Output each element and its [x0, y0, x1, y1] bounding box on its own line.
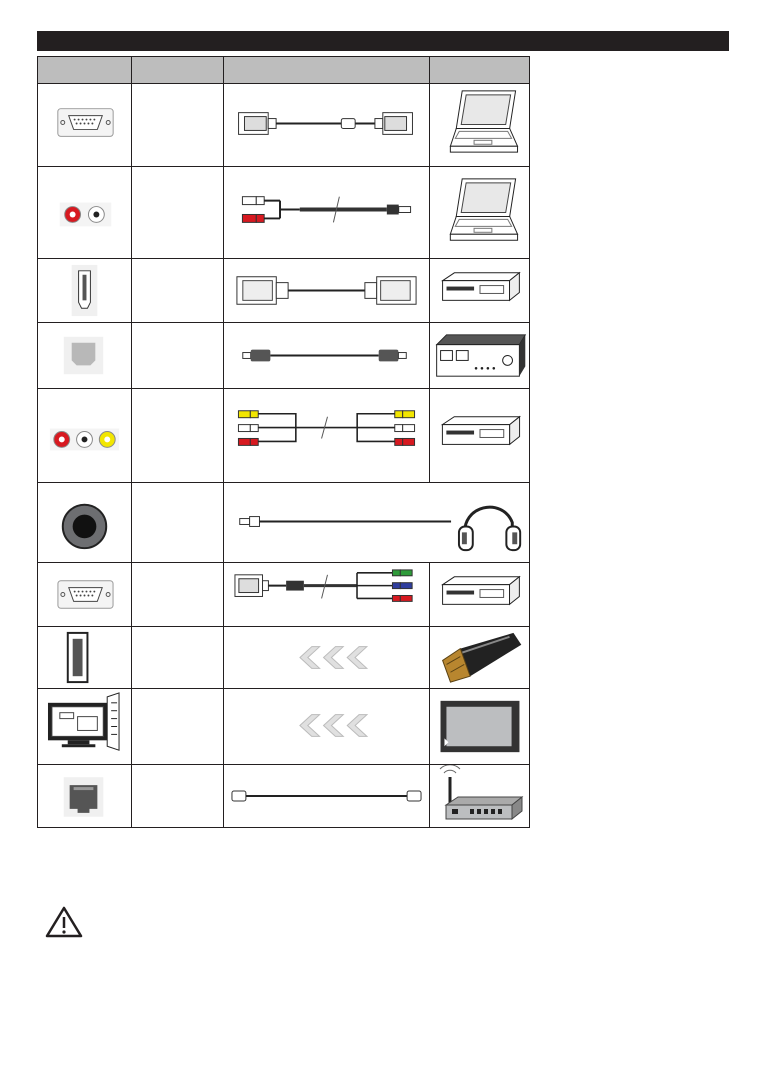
connection-type-label	[132, 167, 224, 258]
warning-triangle-icon	[44, 904, 84, 940]
vga-to-component-cable-icon	[224, 563, 430, 626]
connection-type-label	[132, 323, 224, 388]
table-row	[38, 689, 529, 765]
column-header-connector	[38, 57, 132, 83]
table-row	[38, 259, 529, 323]
table-row	[38, 563, 529, 627]
insert-arrows-icon	[224, 689, 430, 764]
section-header-bar	[37, 31, 729, 51]
ypbpr-vga-port-icon	[38, 563, 132, 626]
table-row	[38, 83, 529, 167]
optical-cable-icon	[224, 323, 430, 388]
column-header-cable	[224, 57, 430, 83]
connection-type-label	[132, 389, 224, 482]
usb-stick-icon	[430, 627, 529, 688]
ethernet-cable-icon	[224, 765, 430, 827]
vga-port-icon	[38, 83, 132, 166]
table-header	[38, 57, 529, 84]
headphone-jack-icon	[38, 483, 132, 562]
laptop-icon	[430, 83, 529, 166]
column-header-device	[430, 57, 529, 83]
router-icon	[430, 765, 529, 827]
table-row	[38, 627, 529, 689]
av-rca-cable-icon	[224, 389, 430, 482]
connection-type-label	[132, 563, 224, 626]
table-row	[38, 765, 529, 827]
pc-audio-rca-port-icon	[38, 167, 132, 258]
connection-type-label	[132, 259, 224, 322]
table-row	[38, 483, 529, 563]
amplifier-icon	[430, 323, 529, 388]
rca-to-jack-cable-icon	[224, 167, 430, 258]
table-row	[38, 389, 529, 483]
connection-type-label	[132, 627, 224, 688]
connection-type-label	[132, 689, 224, 764]
insert-arrows-icon	[224, 627, 430, 688]
column-header-type	[132, 57, 224, 83]
connection-type-label	[132, 483, 224, 562]
connection-type-label	[132, 83, 224, 166]
headphone-cable-icon	[224, 483, 529, 562]
connection-type-label	[132, 765, 224, 827]
dvd-player-icon	[430, 259, 529, 322]
hdmi-port-icon	[38, 259, 132, 322]
dvd-player-icon	[430, 389, 529, 482]
ci-slot-tv-icon	[38, 689, 132, 764]
table-row	[38, 167, 529, 259]
table-row	[38, 323, 529, 389]
av-rca-port-icon	[38, 389, 132, 482]
ethernet-port-icon	[38, 765, 132, 827]
cam-module-icon	[430, 689, 529, 764]
laptop-icon	[430, 167, 529, 258]
optical-spdif-port-icon	[38, 323, 132, 388]
connection-table	[37, 56, 530, 828]
dvd-player-icon	[430, 563, 529, 626]
usb-port-icon	[38, 627, 132, 688]
vga-cable-icon	[224, 83, 430, 166]
hdmi-cable-icon	[224, 259, 430, 322]
